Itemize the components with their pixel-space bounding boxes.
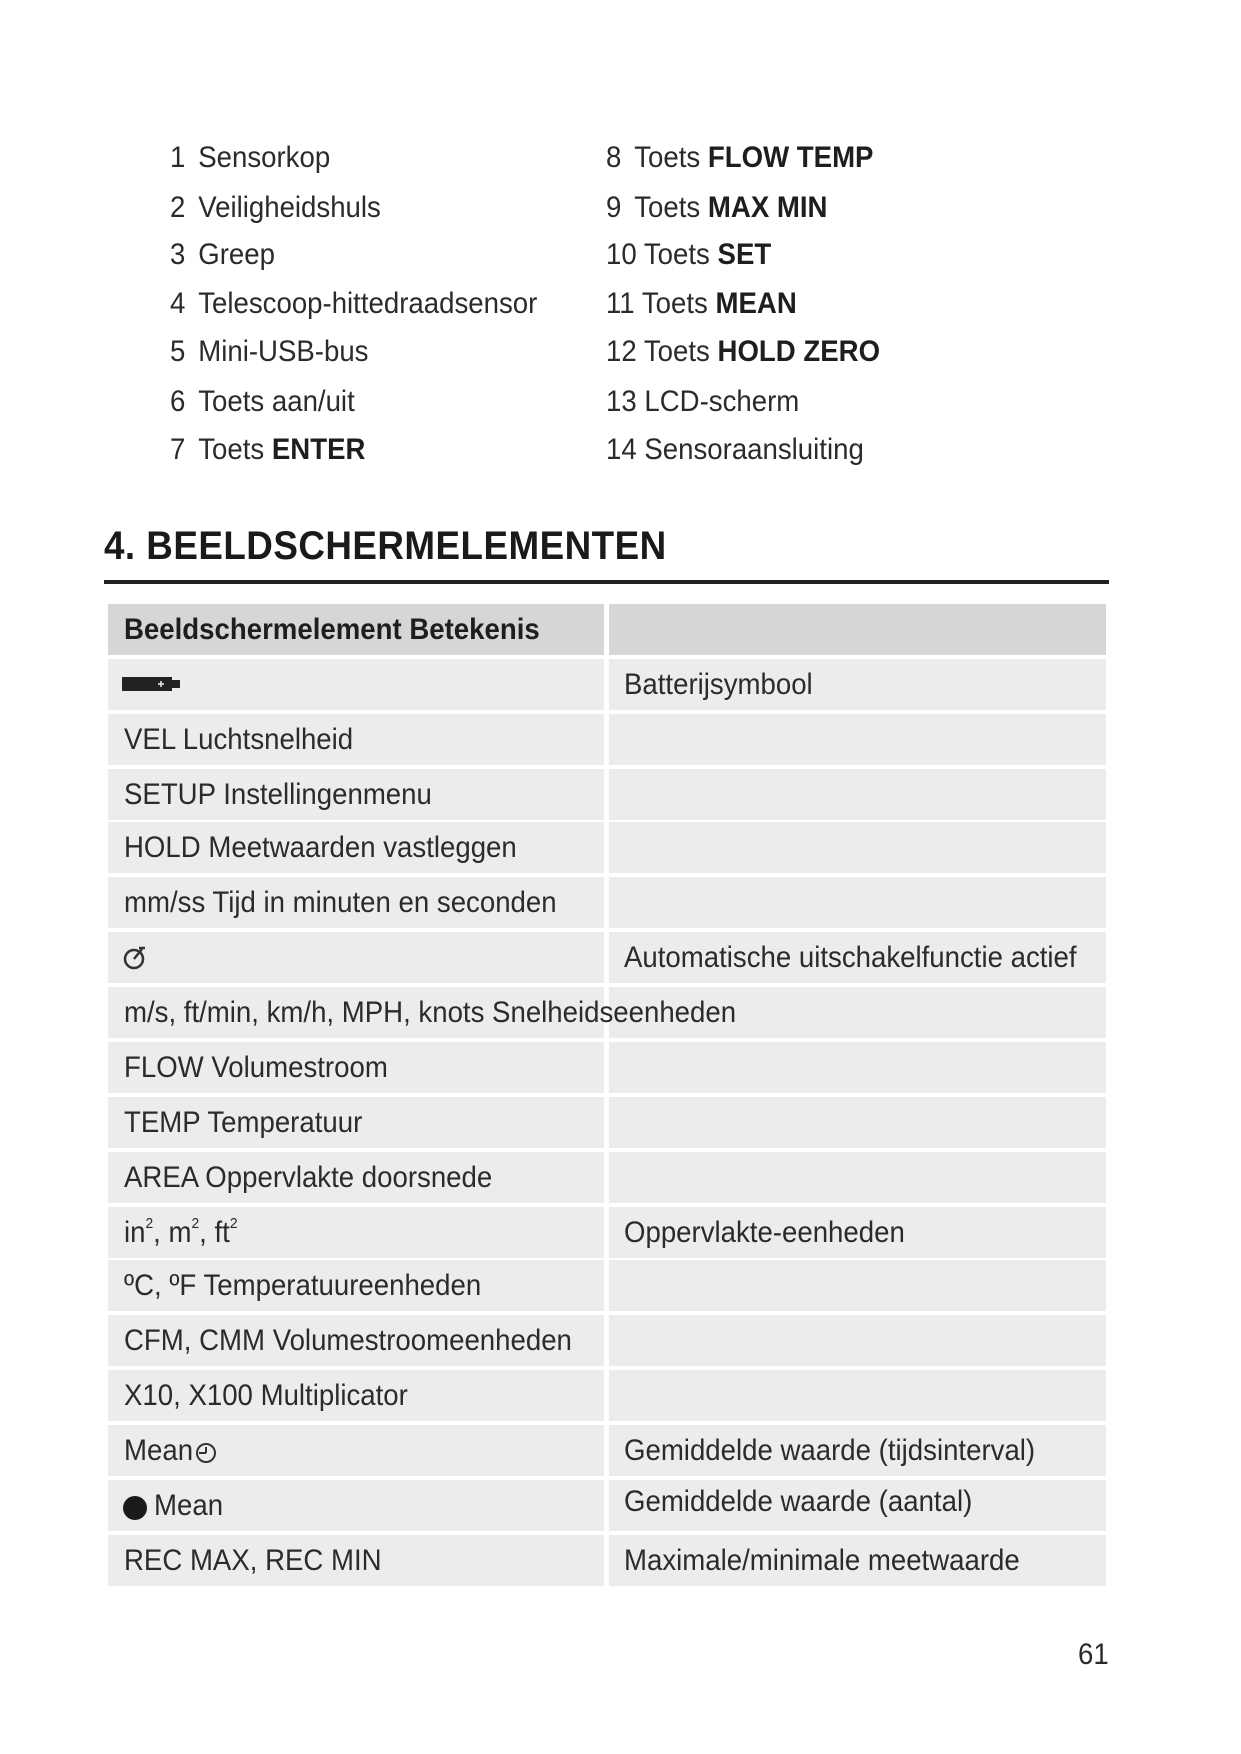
table-row <box>108 659 1106 710</box>
part-item: 2 Veiligheidshuls <box>170 191 381 224</box>
part-item: 13 LCD-scherm <box>606 385 800 418</box>
cell-element: VEL Luchtsnelheid <box>124 723 354 756</box>
cell-element: TEMP Temperatuur <box>124 1106 363 1139</box>
section-heading: 4. BEELDSCHERMELEMENTEN <box>104 524 667 568</box>
cell-element: m/s, ft/min, km/h, MPH, knots Snelheidseenheden <box>124 996 737 1029</box>
cell-element: mm/ss Tijd in minuten en seconden <box>124 886 557 919</box>
filled-dot-icon <box>122 1495 148 1521</box>
cell-meaning: Gemiddelde waarde (aantal) <box>624 1485 973 1518</box>
table-row <box>108 1535 1106 1586</box>
part-item: 9 Toets MAX MIN <box>606 191 828 224</box>
cell-element: ºC, ºF Temperatuureenheden <box>124 1269 482 1302</box>
battery-icon <box>122 675 180 693</box>
part-item: 12 Toets HOLD ZERO <box>606 335 881 368</box>
table-row <box>108 1042 1106 1093</box>
table-row <box>108 987 1106 1038</box>
part-item: 8 Toets FLOW TEMP <box>606 141 874 174</box>
table-header-row <box>108 604 1106 655</box>
heading-rule <box>104 580 1109 584</box>
cell-meaning: Oppervlakte-eenheden <box>624 1216 905 1249</box>
table-row <box>108 822 1106 873</box>
part-item: 4 Telescoop-hittedraadsensor <box>170 287 538 320</box>
table-row <box>108 1370 1106 1421</box>
table-row <box>108 1480 1106 1531</box>
table-row <box>108 1260 1106 1311</box>
cell-element: AREA Oppervlakte doorsnede <box>124 1161 493 1194</box>
cell-meaning: Gemiddelde waarde (tijdsinterval) <box>624 1434 1036 1467</box>
timer-clock-icon <box>194 1441 218 1465</box>
table-row <box>108 1315 1106 1366</box>
table-row <box>108 1097 1106 1148</box>
table-row <box>108 1152 1106 1203</box>
cell-element: Mean <box>154 1489 224 1522</box>
part-item: 14 Sensoraansluiting <box>606 433 864 466</box>
part-item: 10 Toets SET <box>606 238 772 271</box>
page-number: 61 <box>1078 1638 1109 1671</box>
table-row <box>108 714 1106 765</box>
part-item: 7 Toets ENTER <box>170 433 366 466</box>
cell-element: FLOW Volumestroom <box>124 1051 388 1084</box>
cell-element: REC MAX, REC MIN <box>124 1544 382 1577</box>
table-row <box>108 932 1106 983</box>
part-item: 6 Toets aan/uit <box>170 385 355 418</box>
cell-element: CFM, CMM Volumestroomeenheden <box>124 1324 572 1357</box>
table-row <box>108 1207 1106 1258</box>
cell-meaning: Automatische uitschakelfunctie actief <box>624 941 1077 974</box>
cell-element: HOLD Meetwaarden vastleggen <box>124 831 517 864</box>
part-item: 1 Sensorkop <box>170 141 331 174</box>
auto-off-clock-icon <box>122 945 148 971</box>
table-row <box>108 769 1106 820</box>
table-header: Beeldschermelement Betekenis <box>124 613 540 646</box>
cell-element: X10, X100 Multiplicator <box>124 1379 408 1412</box>
table-row <box>108 1425 1106 1476</box>
part-item: 11 Toets MEAN <box>606 287 797 320</box>
part-item: 3 Greep <box>170 238 275 271</box>
table-row <box>108 877 1106 928</box>
cell-meaning: Batterijsymbool <box>624 668 813 701</box>
cell-element: Mean <box>124 1434 194 1467</box>
part-item: 5 Mini-USB-bus <box>170 335 369 368</box>
cell-meaning: Maximale/minimale meetwaarde <box>624 1544 1020 1577</box>
cell-element: SETUP Instellingenmenu <box>124 778 432 811</box>
cell-element: $in^2$, $m^2$, $ft^2$ <box>124 1215 238 1249</box>
